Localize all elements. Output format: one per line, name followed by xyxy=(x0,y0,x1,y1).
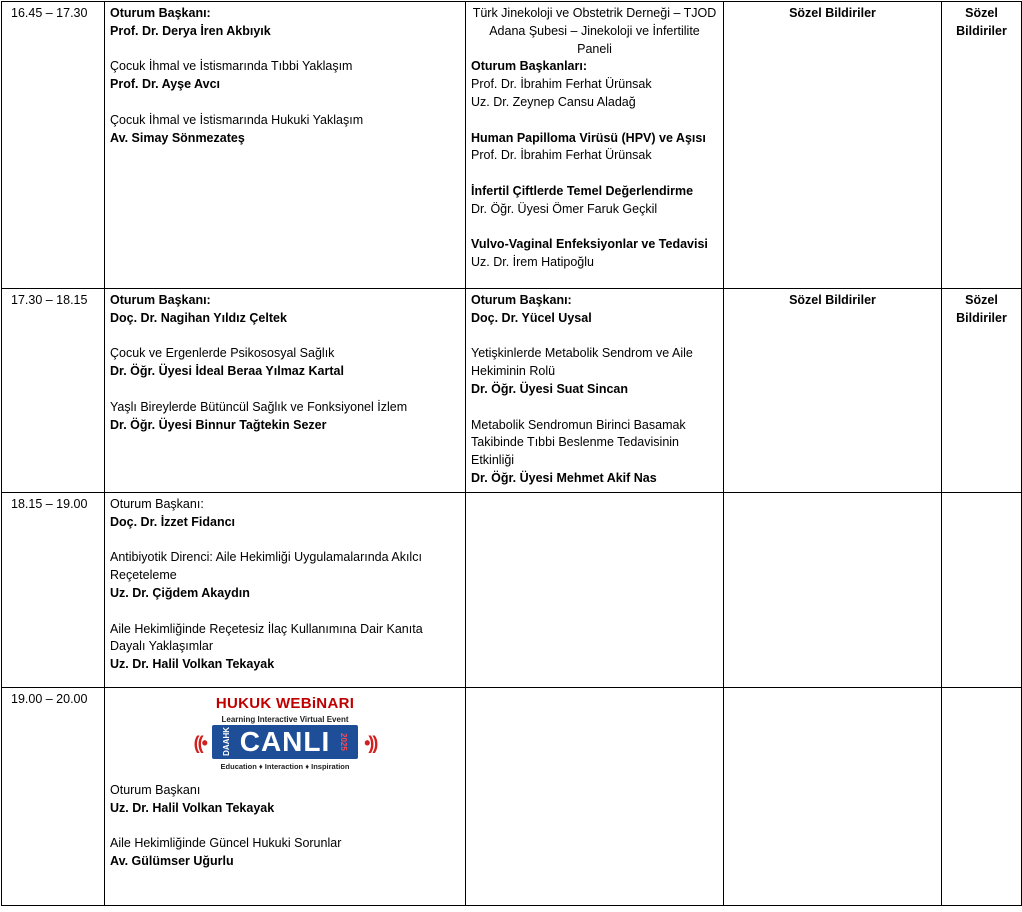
speaker-or-heading: Uz. Dr. Halil Volkan Tekayak xyxy=(110,800,275,815)
badge-side-text: DAAHK xyxy=(221,727,231,757)
time-slot: 18.15 – 19.00 xyxy=(2,493,105,688)
speaker-or-heading: Dr. Öğr. Üyesi İdeal Beraa Yılmaz Kartal xyxy=(110,364,344,379)
session-cell xyxy=(105,289,466,493)
canli-badge xyxy=(212,715,358,772)
speaker-or-heading: Uz. Dr. Çiğdem Akaydın xyxy=(110,585,250,600)
session-text: Yetişkinlerde Metabolik Sendrom ve Aile Hekiminin Rolü xyxy=(471,346,693,379)
speaker-or-heading: Av. Gülümser Uğurlu xyxy=(110,854,234,869)
session-text: Çocuk ve Ergenlerde Psikososyal Sağlık xyxy=(110,346,335,361)
time-slot: 17.30 – 18.15 xyxy=(2,289,105,493)
spacer xyxy=(471,165,718,183)
speaker-or-heading: Uz. Dr. Halil Volkan Tekayak xyxy=(110,657,275,672)
speaker-or-heading: Doç. Dr. Yücel Uysal xyxy=(471,310,592,325)
session-text: Prof. Dr. İbrahim Ferhat Ürünsak xyxy=(471,77,652,92)
speaker-or-heading: Prof. Dr. Ayşe Avcı xyxy=(110,77,220,92)
session-text: Oturum Başkanı xyxy=(110,783,201,798)
session-text: Metabolik Sendromun Birinci Basamak Takibinde Tıbbi Beslenme Tedavisinin Etkinliği xyxy=(471,417,686,468)
oral-presentations-cell xyxy=(724,493,942,688)
oral-presentations-cell-2 xyxy=(942,688,1022,906)
oral-presentations-cell-2: Sözel Bildiriler xyxy=(942,289,1022,493)
session-text: Uz. Dr. Zeynep Cansu Aladağ xyxy=(471,94,636,109)
speaker-or-heading: Human Papilloma Virüsü (HPV) ve Aşısı xyxy=(471,130,706,145)
spacer xyxy=(110,603,460,621)
speaker-or-heading: Doç. Dr. İzzet Fidancı xyxy=(110,514,236,529)
time-slot: 16.45 – 17.30 xyxy=(2,2,105,289)
spacer xyxy=(471,219,718,237)
session-cell-2 xyxy=(466,688,724,906)
oral-presentations-cell xyxy=(724,688,942,906)
oral-presentations-cell: Sözel Bildiriler xyxy=(724,289,942,493)
session-text: Yaşlı Bireylerde Bütüncül Sağlık ve Fonksiyonel İzlem xyxy=(110,399,408,414)
session-cell-2 xyxy=(466,493,724,688)
session-text: Çocuk İhmal ve İstismarında Tıbbi Yaklaşım xyxy=(110,59,353,74)
session-text: Antibiyotik Direnci: Aile Hekimliği Uygulamalarında Akılcı Reçeteleme xyxy=(110,550,422,583)
session-text: Oturum Başkanı: xyxy=(110,497,204,511)
spacer xyxy=(110,818,460,836)
session-text: Prof. Dr. İbrahim Ferhat Ürünsak xyxy=(471,148,652,163)
speaker-or-heading: Dr. Öğr. Üyesi Suat Sincan xyxy=(471,381,629,396)
speaker-or-heading: Dr. Öğr. Üyesi Binnur Tağtekin Sezer xyxy=(110,417,327,432)
oral-presentations-cell-2: Sözel Bildiriler xyxy=(942,2,1022,289)
spacer xyxy=(471,399,718,417)
schedule-row xyxy=(2,493,1022,688)
schedule-row xyxy=(2,2,1022,289)
badge-year-text: 2025 xyxy=(339,732,349,751)
session-cell xyxy=(105,688,466,906)
speaker-or-heading: İnfertil Çiftlerde Temel Değerlendirme xyxy=(471,183,694,198)
badge-bottom-text: Education ♦ Interaction ♦ Inspiration xyxy=(220,762,350,772)
oral-presentations-cell-2 xyxy=(942,493,1022,688)
time-slot: 19.00 – 20.00 xyxy=(2,688,105,906)
speaker-or-heading: Vulvo-Vaginal Enfeksiyonlar ve Tedavisi xyxy=(471,237,708,252)
speaker-or-heading: Av. Simay Sönmezateş xyxy=(110,130,245,145)
spacer xyxy=(471,328,718,346)
spacer xyxy=(110,41,460,59)
session-text: Uz. Dr. İrem Hatipoğlu xyxy=(471,255,594,270)
oral-presentations-cell: Sözel Bildiriler xyxy=(724,2,942,289)
session-text: Dr. Öğr. Üyesi Ömer Faruk Geçkil xyxy=(471,201,658,216)
speaker-or-heading: Oturum Başkanları: xyxy=(471,59,588,74)
session-cell xyxy=(105,493,466,688)
speaker-or-heading: Oturum Başkanı: xyxy=(110,293,211,307)
webinar-title: HUKUK WEBiNARI xyxy=(215,695,355,712)
speaker-or-heading: Oturum Başkanı: xyxy=(110,6,211,20)
spacer xyxy=(110,94,460,112)
speaker-or-heading: Oturum Başkanı: xyxy=(471,293,572,307)
webinar-logo xyxy=(110,691,460,782)
signal-right-icon: •)) xyxy=(364,732,377,753)
badge-top-text: Learning Interactive Virtual Event xyxy=(221,714,349,724)
schedule-row xyxy=(2,688,1022,906)
spacer xyxy=(110,328,460,346)
speaker-or-heading: Doç. Dr. Nagihan Yıldız Çeltek xyxy=(110,310,287,325)
spacer xyxy=(110,381,460,399)
session-text: Aile Hekimliğinde Reçetesiz İlaç Kullanımına Dair Kanıta Dayalı Yaklaşımlar xyxy=(110,621,423,654)
speaker-or-heading: Dr. Öğr. Üyesi Mehmet Akif Nas xyxy=(471,470,657,485)
session-cell xyxy=(105,2,466,289)
session-cell-2 xyxy=(466,2,724,289)
signal-left-icon: ((• xyxy=(193,732,206,753)
session-cell-2 xyxy=(466,289,724,493)
schedule-row xyxy=(2,289,1022,493)
session-text: Aile Hekimliğinde Güncel Hukuki Sorunlar xyxy=(110,836,342,851)
session-text: Türk Jinekoloji ve Obstetrik Derneği – TJOD Adana Şubesi – Jinekoloji ve İnfertilite Paneli xyxy=(472,6,717,56)
speaker-or-heading: Prof. Dr. Derya İren Akbıyık xyxy=(110,23,271,38)
spacer xyxy=(471,112,718,130)
session-text: Çocuk İhmal ve İstismarında Hukuki Yaklaşım xyxy=(110,112,364,127)
badge-main-text: CANLI xyxy=(239,725,331,757)
program-table xyxy=(1,1,1022,906)
spacer xyxy=(110,532,460,550)
